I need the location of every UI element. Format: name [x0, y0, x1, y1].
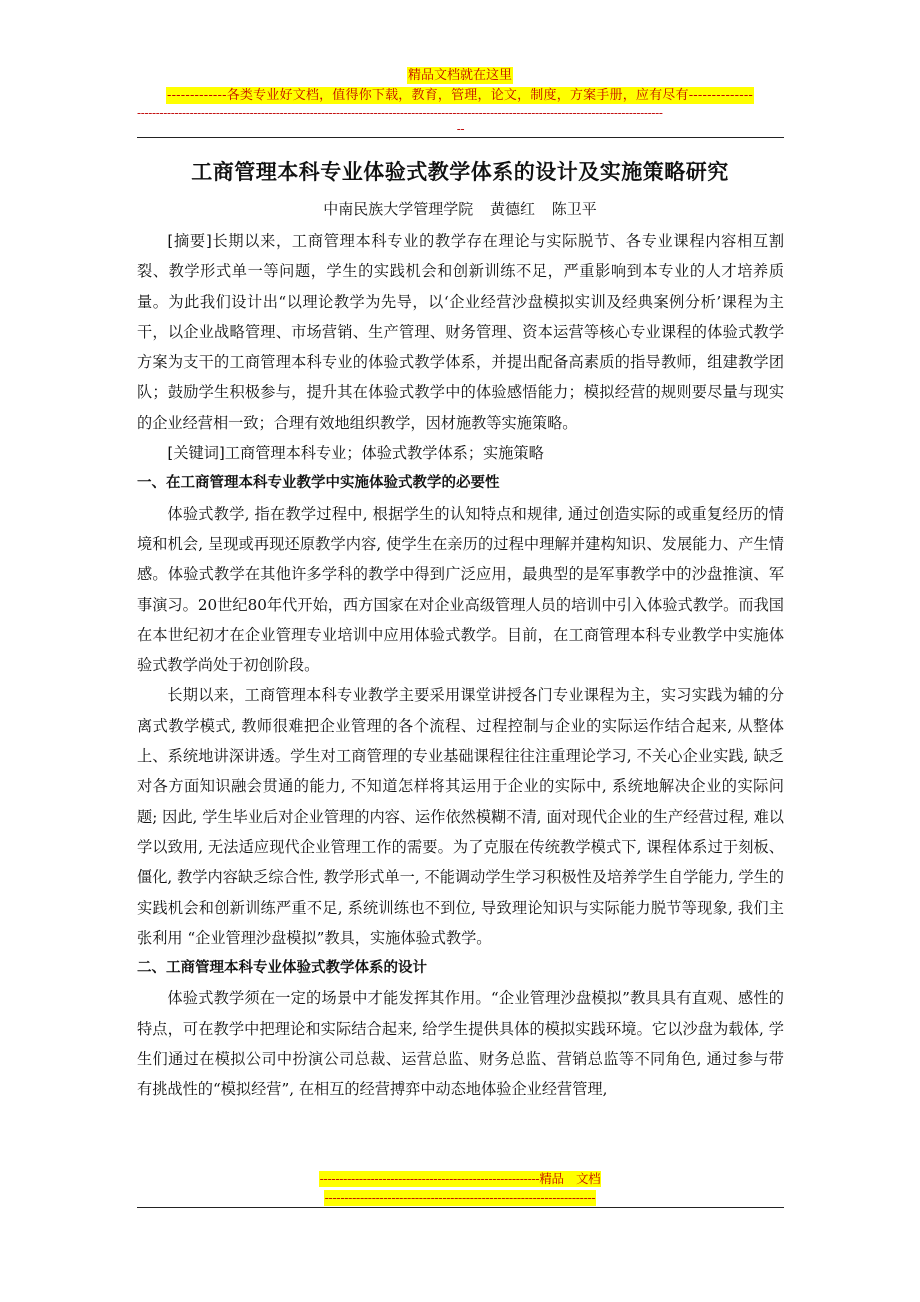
author-1: 黄德红 — [489, 200, 535, 218]
author-2: 陈卫平 — [551, 200, 597, 218]
keywords-paragraph — [137, 438, 784, 468]
section-2-paragraph-1: 体验式教学须在一定的场景中才能发挥其作用。“企业管理沙盘模拟”教具具有直观、感性的特点，可在教学中把理论和实际结合起来, 给学生提供具体的模拟实践环境。它以沙盘为载体, 学生们通过在模拟公司中扮演公司总裁、运营总监、财务总监、营销总监等不同角色, 通过参与带有挑战性的“模拟经营”, 在相互的经营搏弈中动态地体验企业经营管理, — [137, 989, 784, 1099]
abstract-label: [摘要] — [167, 232, 212, 250]
banner-line-2: -------------各类专业好文档，值得你下载，教育，管理，论文，制度，方案手册，应有尽有-------------- — [167, 88, 753, 103]
footer-banner — [0, 1168, 920, 1206]
footer-line-1: --------------------------------------------------------精品 文档 — [319, 1171, 601, 1186]
dash-line-1: -------------------------------------------------------------------------------------------------------------------------------------------- — [137, 106, 663, 120]
footer-rule — [137, 1207, 784, 1208]
banner-line-1: 精品文档就在这里 — [407, 68, 512, 83]
top-banner — [0, 64, 920, 104]
keywords-label: [关键词] — [167, 444, 225, 463]
section-heading-1: 一、在工商管理本科专业教学中实施体验式教学的必要性 — [137, 475, 500, 492]
keywords-text: 工商管理本科专业；体验式教学体系；实施策略 — [224, 444, 544, 463]
author-line — [0, 198, 920, 219]
footer-line-2: --------------------------------------------------------------------- — [324, 1190, 596, 1205]
abstract-text: 长期以来，工商管理本科专业的教学存在理论与实际脱节、各专业课程内容相互割裂、教学形式单一等问题，学生的实践机会和创新训练不足，严重影响到本专业的人才培养质量。为此我们设计出“以理论教学为先导，以‘企业经营沙盘模拟实训及经典案例分析’课程为主干，以企业战略管理、市场营销、生产管理、财务管理、资本运营等核心专业课程的体验式教学方案为支干的工商管理本科专业的体验式教学体系，并提出配备高素质的指导教师，组建教学团队；鼓励学生积极参与，提升其在体验式教学中的体验感悟能力；模拟经营的规则要尽量与现实的企业经营相一致；合理有效地组织教学，因材施教等实施策略。 — [137, 232, 784, 432]
affiliation: 中南民族大学管理学院 — [323, 200, 474, 218]
page-title: 工商管理本科专业体验式教学体系的设计及实施策略研究 — [191, 160, 729, 184]
header-rule — [137, 137, 784, 138]
dash-line-2: -- — [456, 122, 465, 136]
section-1-paragraph-2: 长期以来，工商管理本科专业教学主要采用课堂讲授各门专业课程为主，实习实践为辅的分离式教学模式, 教师很难把企业管理的各个流程、过程控制与企业的实际运作结合起来, 从整体上、系统地讲深讲透。学生对工商管理的专业基础课程往往注重理论学习, 不关心企业实践, 缺乏对各方面知识融会贯通的能力, 不知道怎样将其运用于企业的实际中, 系统地解决企业的实际问题; 因此, 学生毕业后对企业管理的内容、运作依然模糊不清, 面对现代企业的生产经营过程, 难以学以致用, 无法适应现代企业管理工作的需要。为了克服在传统教学模式下, 课程体系过于刻板、僵化, 教学内容缺乏综合性, 教学形式单一, 不能调动学生学习积极性及培养学生自学能力, 学生的实践机会和创新训练严重不足, 系统训练也不到位, 导致理论知识与实际能力脱节等现象, 我们主张利用 “企业管理沙盘模拟”教具，实施体验式教学。 — [137, 686, 784, 947]
section-1-paragraph-1: 体验式教学, 指在教学过程中, 根据学生的认知特点和规律, 通过创造实际的或重复经历的情境和机会, 呈现或再现还原教学内容, 使学生在亲历的过程中理解并建构知识、发展能力、产生情感。体验式教学在其他许多学科的教学中得到广泛应用，最典型的是军事教学中的沙盘推演、军事演习。20世纪80年代开始，西方国家在对企业高级管理人员的培训中引入体验式教学。而我国在本世纪初才在企业管理专业培训中应用体验式教学。目前，在工商管理本科专业教学中实施体验式教学尚处于初创阶段。 — [137, 504, 784, 675]
abstract-paragraph — [137, 226, 784, 438]
document-body — [137, 226, 784, 1105]
section-heading-2: 二、工商管理本科专业体验式教学体系的设计 — [137, 960, 427, 977]
